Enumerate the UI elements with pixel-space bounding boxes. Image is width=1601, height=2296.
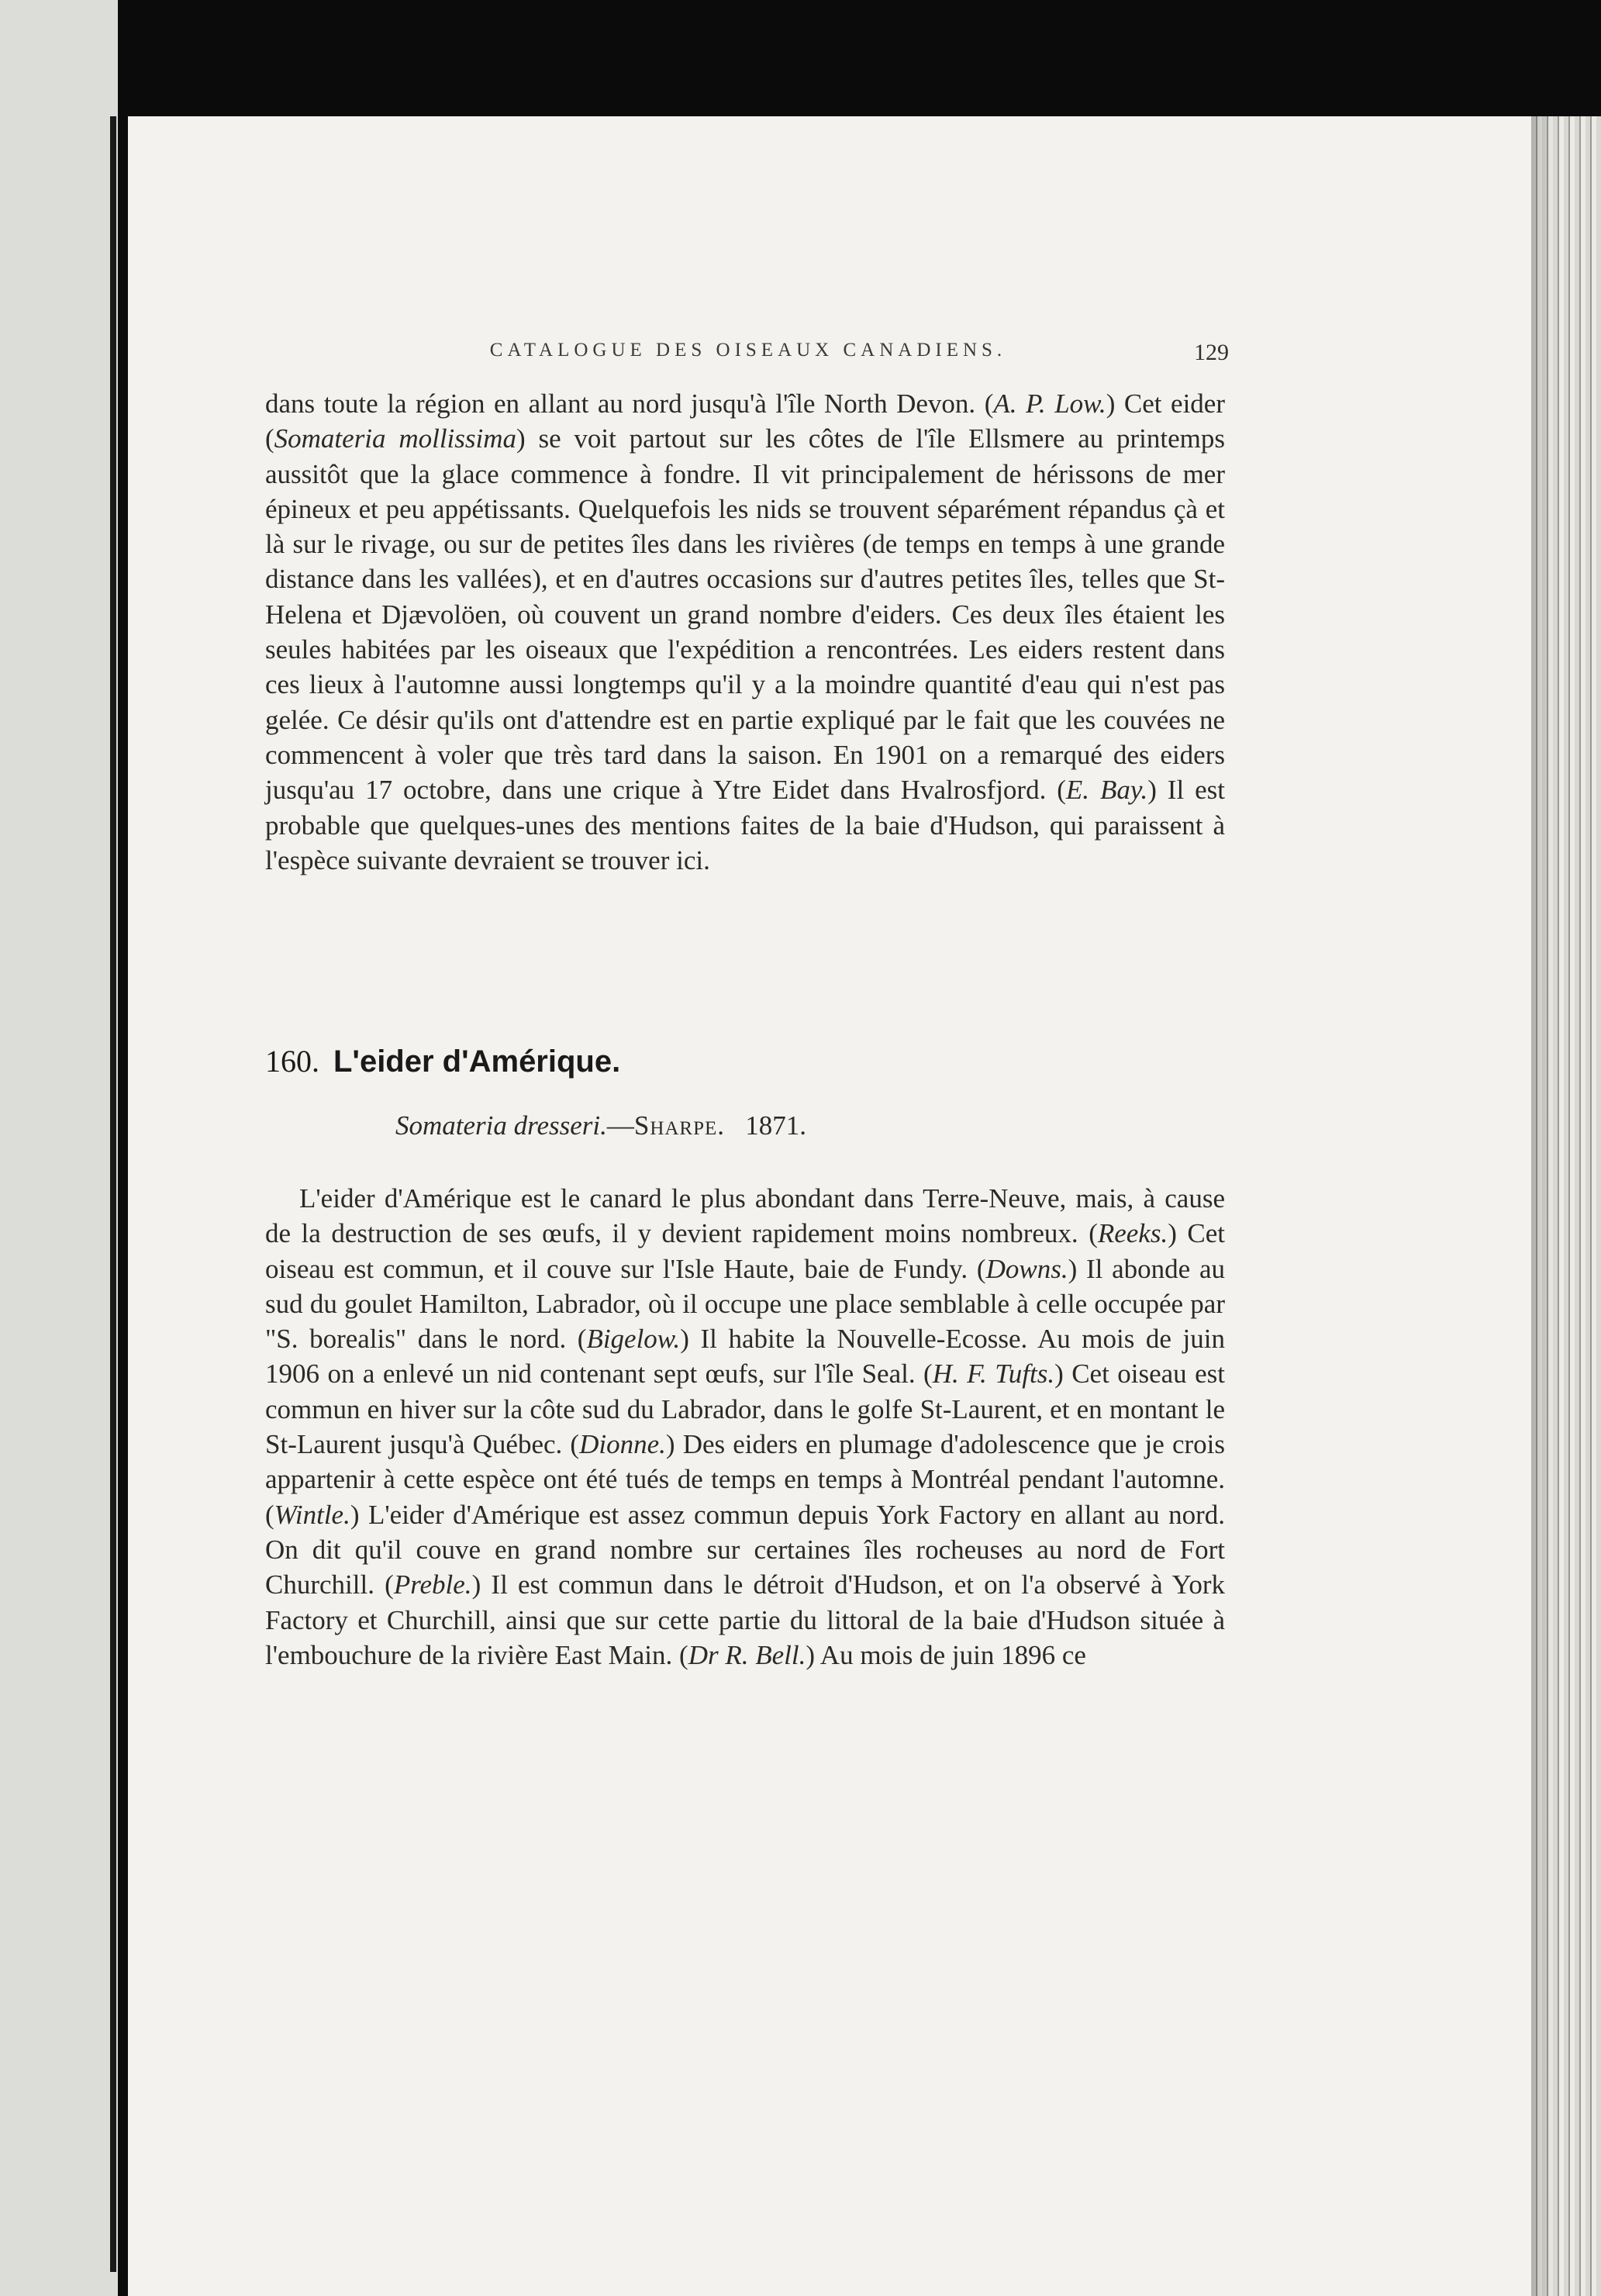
text-run: ) Cet oiseau est commun en hiver sur la côte sud du Labrador, dans le golfe St-Laurent, et en montant le St-Laurent jusqu'à Québec. ( — [265, 1359, 1225, 1460]
citation-author: Preble. — [393, 1569, 472, 1600]
text-run: ) Cet eider ( — [265, 388, 1225, 454]
citation-author: Bigelow. — [586, 1324, 681, 1355]
text-run: ) se voit partout sur les côtes de l'île Ellsmere au printemps aussitôt que la glace commence à fondre. Il vit principalement de hérissons de mer épineux et peu appétissants. Quelquefois les nids se trouvent séparément répandus çà et là sur le rivage, ou sur de petites îles dans les rivières (de temps en temps à une grande distance dans les vallées), et en d'autres occasions sur d'autres petites îles, telles que St-Helena et Djævolöen, où couvent un grand nombre d'eiders. Ces deux îles étaient les seules habitées par les oiseaux que l'expédition a rencontrées. Les eiders restent dans ces lieux à l'automne aussi longtemps qu'il y a la moindre quantité d'eau qui n'est pas gelée. Ce désir qu'ils ont d'attendre est en partie expliqué par le fait que les couvées ne commencent à voler que très tard dans la saison. En 1901 on a remarqué des eiders jusqu'au 17 octobre, dans une crique à Ytre Eidet dans Hvalrosfjord. ( — [265, 423, 1225, 806]
page-stack-shadow — [1531, 116, 1554, 2296]
citation-author: A. P. Low. — [993, 388, 1106, 419]
text-run: ) Il habite la Nouvelle-Ecosse. Au mois de juin 1906 on a enlevé un nid contenant sept œufs, sur l'île Seal. ( — [265, 1324, 1225, 1390]
paragraph — [265, 386, 1225, 878]
species-heading — [265, 1043, 620, 1079]
scientific-name-line — [395, 1110, 806, 1141]
citation-author: Dionne. — [579, 1429, 666, 1460]
citation-author: Reeks. — [1097, 1218, 1168, 1249]
text-run: ) L'eider d'Amérique est assez commun depuis York Factory en allant au nord. On dit qu'il couve en grand nombre sur certaines îles rocheuses au nord de Fort Churchill. ( — [265, 1499, 1225, 1600]
gutter-shadow — [110, 116, 116, 2272]
text-run: ) Il est commun dans le détroit d'Hudson, et on l'a observé à York Factory et Churchill, ainsi que sur cette partie du littoral de la baie d'Hudson située à l'embouchure de la rivière East Main. ( — [265, 1569, 1225, 1670]
paragraph — [265, 1181, 1225, 1673]
running-title: CATALOGUE DES OISEAUX CANADIENS. — [489, 340, 1007, 361]
text-run: ) Des eiders en plumage d'adolescence que je crois appartenir à cette espèce ont été tués de temps en temps à Montréal pendant l'automne. ( — [265, 1429, 1225, 1530]
paragraph-continuation — [265, 386, 1225, 878]
running-head — [267, 340, 1229, 371]
species-author: Sharpe. — [633, 1110, 726, 1141]
text-run: ) Cet oiseau est commun, et il couve sur l'Isle Haute, baie de Fundy. ( — [265, 1218, 1225, 1284]
scientific-name: Somateria dresseri. — [395, 1110, 607, 1141]
facing-page-edge — [0, 0, 118, 2296]
species-name: L'eider d'Amérique. — [333, 1044, 621, 1079]
citation-author: E. Bay. — [1065, 775, 1148, 806]
species-account — [265, 1181, 1225, 1673]
page-number: 129 — [1194, 340, 1229, 365]
text-run: ) Il abonde au sud du goulet Hamilton, Labrador, où il occupe une place semblable à celle occupée par "S. borealis" dans le nord. ( — [265, 1253, 1226, 1355]
citation-author: H. F. Tufts. — [932, 1359, 1055, 1390]
citation-author: Downs. — [985, 1253, 1068, 1284]
text-run: L'eider d'Amérique est le canard le plus abondant dans Terre-Neuve, mais, à cause de la destruction de ses œufs, il y devient rapidement moins nombreux. ( — [265, 1183, 1225, 1249]
species-year: 1871. — [745, 1110, 807, 1141]
species-number: 160. — [265, 1044, 319, 1079]
author-dash: — — [606, 1110, 634, 1141]
text-run: ) Au mois de juin 1896 ce — [806, 1639, 1086, 1670]
text-run: ) Il est probable que quelques-unes des mentions faites de la baie d'Hudson, qui paraissent à l'espèce suivante devraient se trouver ici. — [265, 775, 1225, 875]
scientific-name: Somateria mollissima — [274, 423, 517, 454]
text-run: dans toute la région en allant au nord jusqu'à l'île North Devon. ( — [265, 388, 994, 419]
citation-author: Dr R. Bell. — [688, 1639, 806, 1670]
citation-author: Wintle. — [274, 1499, 350, 1530]
